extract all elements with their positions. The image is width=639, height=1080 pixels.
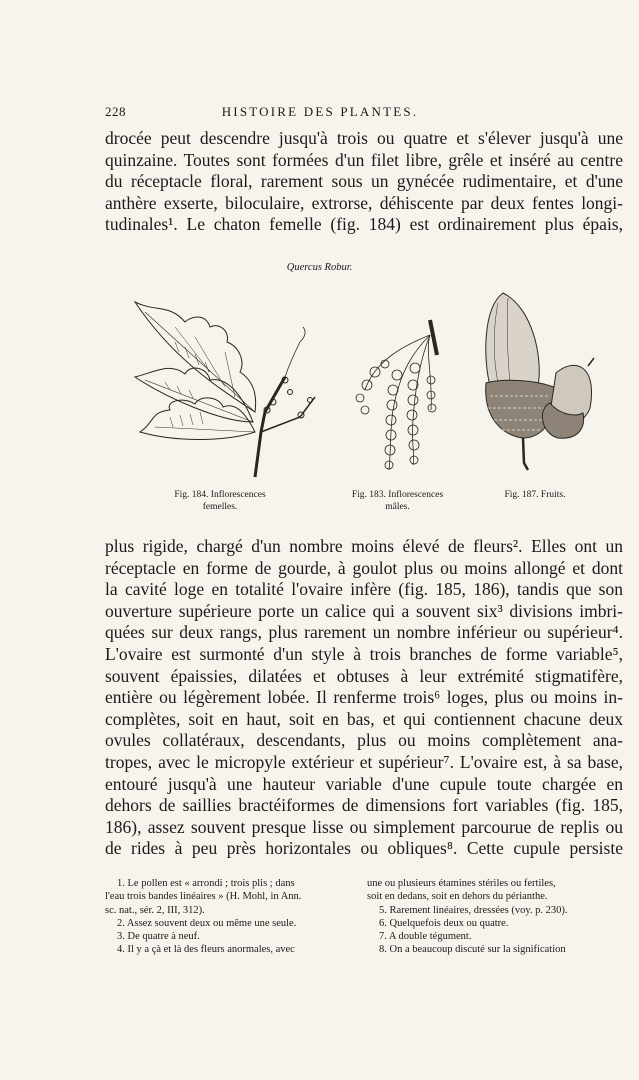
text-line: souvent épaissies, dilatées et obtuses à leur extrémité stigmatifère,	[105, 665, 623, 686]
text-line: dehors de saillies bractéiformes de dimensions fort variables (fig. 185,	[105, 795, 623, 816]
text-line: entouré jusqu'à une hauteur variable d'une cupule toute chargée en	[105, 773, 623, 794]
footnote-line: 1. Le pollen est « arrondi ; trois plis ; dans	[117, 878, 295, 889]
caption-fig-183	[330, 489, 465, 513]
caption-fig-187	[495, 489, 575, 501]
footnote-line: 8. On a beaucoup discuté sur la signification	[379, 944, 566, 956]
footnote-line: 4. Il y a çà et là des fleurs anormales, avec	[117, 944, 295, 956]
text-line: entière ou légèrement lobée. Il renferme trois⁶ loges, plus ou moins in-	[105, 687, 623, 708]
text-line: la cavité loge en totalité l'ovaire infère (fig. 185, 186), tandis que son	[105, 579, 623, 600]
text-line: drocée peut descendre jusqu'à trois ou quatre et s'élever jusqu'à une	[105, 128, 623, 148]
text-line: 186), assez souvent presque lisse ou simplement parcourue de replis ou	[105, 816, 623, 837]
footnotes-left-column	[105, 877, 355, 957]
text-line: L'ovaire est surmonté d'un style à trois branches de forme variable⁵,	[105, 643, 623, 664]
caption-line: Fig. 184. Inflorescences	[174, 490, 266, 500]
caption-line: Fig. 187. Fruits.	[504, 490, 566, 500]
caption-line: mâles.	[385, 502, 410, 512]
text-line: de rides à peu près horizontales ou obliques⁸. Cette cupule persiste	[105, 838, 623, 859]
figure-183-illustration	[345, 290, 450, 485]
footnote-line: soit en dedans, soit en dehors du périanthe.	[367, 891, 548, 903]
text-line: ouverture supérieure porte un calice qui a souvent six³ divisions imbri-	[105, 600, 623, 621]
page-number: 228	[105, 104, 126, 119]
footnote-line: 3. De quatre à neuf.	[117, 931, 200, 943]
running-title: HISTOIRE DES PLANTES.	[221, 104, 419, 119]
text-line: ovules collatéraux, descendants, plus ou moins complètement ana-	[105, 730, 623, 751]
text-line: quées sur deux rangs, plus rarement un nombre inférieur ou supérieur⁴.	[105, 622, 623, 643]
text-line: anthère exserte, biloculaire, extrorse, déhiscente par deux fentes longi-	[105, 192, 623, 213]
footnote-line: 7. A double tégument.	[379, 931, 472, 943]
footnotes-right-column	[367, 877, 625, 957]
top-paragraph	[105, 128, 623, 236]
figure-187-illustration	[478, 288, 603, 478]
footnote-line: sc. nat., sér. 2, III, 312).	[105, 904, 205, 916]
caption-fig-184	[155, 489, 285, 513]
text-line: du réceptacle floral, rarement sous un gynécée rudimentaire, et d'une	[105, 171, 623, 192]
footnote-line: 2. Assez souvent deux ou même une seule.	[117, 917, 297, 929]
footnote-line: 5. Rarement linéaires, dressées (voy. p. 230).	[379, 904, 568, 916]
footnote-line: une ou plusieurs étamines stériles ou fertiles,	[367, 878, 556, 889]
caption-line: femelles.	[202, 502, 238, 512]
footnote-line: l'eau trois bandes linéaires » (H. Mohl, in Ann.	[105, 891, 302, 903]
text-line: complètes, soit en haut, soit en bas, et qui contiennent chacune deux	[105, 708, 623, 729]
text-line: tropes, avec le micropyle extérieur et supérieur⁷. L'ovaire est, à sa base,	[105, 751, 623, 772]
text-line: réceptacle en forme de gourde, à goulot plus ou moins allongé et dont	[105, 557, 623, 578]
text-line: tudinales¹. Le chaton femelle (fig. 184) est ordinairement plus épais,	[105, 214, 623, 235]
footnote-line: 6. Quelquefois deux ou quatre.	[379, 917, 509, 929]
figure-species-title: Quercus Robur.	[286, 262, 353, 273]
figure-184-illustration	[115, 282, 325, 482]
text-line: plus rigide, chargé d'un nombre moins élevé de fleurs². Elles ont un	[105, 536, 623, 556]
text-line: quinzaine. Toutes sont formées d'un filet libre, grêle et inséré au centre	[105, 149, 623, 170]
body-paragraph	[105, 536, 623, 860]
caption-line: Fig. 183. Inflorescences	[351, 490, 444, 500]
